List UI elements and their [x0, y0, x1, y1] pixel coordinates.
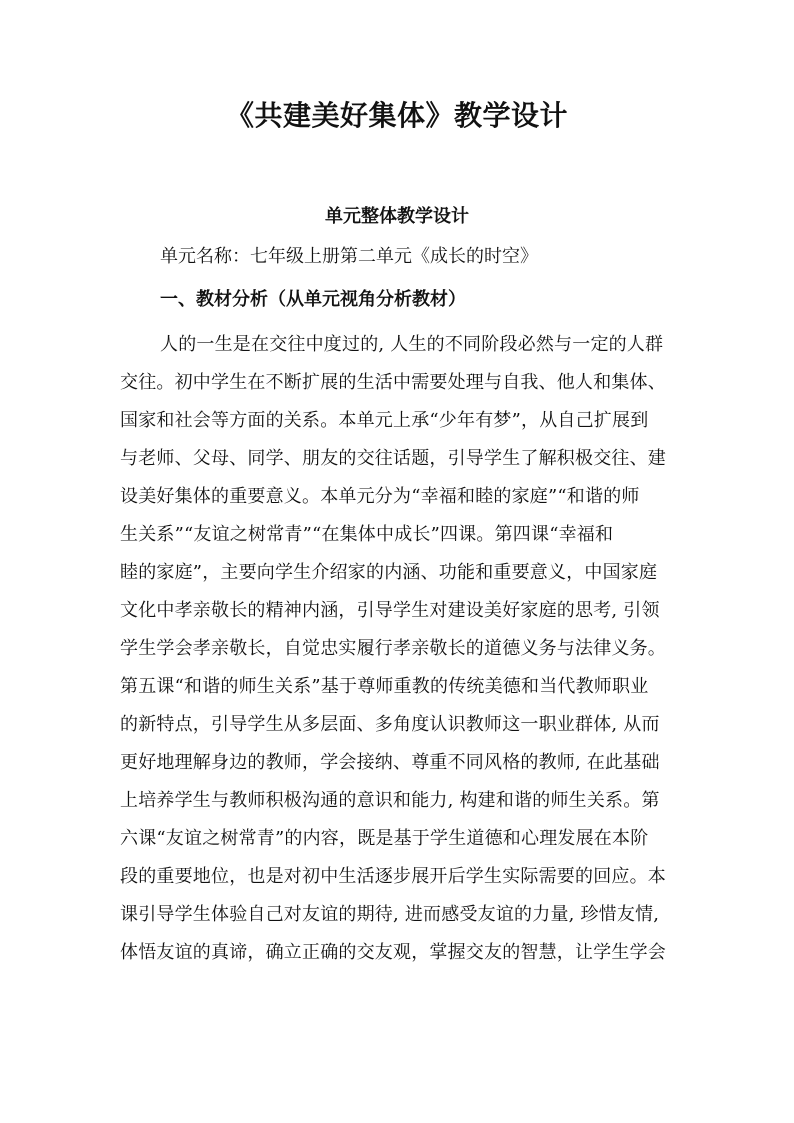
paragraph-line: 六课“友谊之树常青”的内容，既是基于学生道德和心理发展在本阶 — [120, 828, 649, 849]
paragraph-line: 上培养学生与教师积极沟通的意识和能力, 构建和谐的师生关系。第 — [120, 790, 660, 811]
paragraph-line: 交往。初中学生在不断扩展的生活中需要处理与自我、他人和集体、 — [120, 372, 666, 393]
section-subtitle: 单元整体教学设计 — [325, 206, 469, 227]
paragraph-line: 生关系”“友谊之树常青”“在集体中成长”四课。第四课“幸福和 — [120, 524, 614, 545]
paragraph-line: 国家和社会等方面的关系。本单元上承“少年有梦”，从自己扩展到 — [120, 410, 649, 431]
paragraph-line: 人的一生是在交往中度过的, 人生的不同阶段必然与一定的人群 — [160, 334, 664, 355]
paragraph-line: 段的重要地位，也是对初中生活逐步展开后学生实际需要的回应。本 — [120, 866, 666, 887]
document-title: 《共建美好集体》教学设计 — [225, 99, 568, 132]
section-heading-textbook-analysis: 一、教材分析（从单元视角分析教材） — [160, 289, 466, 310]
paragraph-line: 与老师、父母、同学、朋友的交往话题，引导学生了解积极交往、建 — [120, 448, 666, 469]
paragraph-line: 学生学会孝亲敬长，自觉忠实履行孝亲敬长的道德义务与法律义务。 — [120, 638, 666, 659]
paragraph-line: 第五课“和谐的师生关系”基于尊师重教的传统美德和当代教师职业 — [120, 676, 649, 697]
paragraph-line: 文化中孝亲敬长的精神内涵，引导学生对建设美好家庭的思考, 引领 — [120, 600, 660, 621]
unit-name-line: 单元名称：七年级上册第二单元《成长的时空》 — [160, 246, 538, 267]
body-paragraph — [120, 326, 685, 972]
paragraph-line: 的新特点，引导学生从多层面、多角度认识教师这一职业群体, 从而 — [120, 714, 660, 735]
paragraph-line: 体悟友谊的真谛，确立正确的交友观，掌握交友的智慧，让学生学会 — [120, 942, 666, 963]
paragraph-line: 更好地理解身边的教师，学会接纳、尊重不同风格的教师, 在此基础 — [120, 752, 660, 773]
paragraph-line: 睦的家庭”，主要向学生介绍家的内涵、功能和重要意义，中国家庭 — [120, 562, 658, 583]
paragraph-line: 课引导学生体验自己对友谊的期待, 进而感受友谊的力量, 珍惜友情, — [120, 904, 660, 925]
paragraph-line: 设美好集体的重要意义。本单元分为“幸福和睦的家庭”“和谐的师 — [120, 486, 640, 507]
